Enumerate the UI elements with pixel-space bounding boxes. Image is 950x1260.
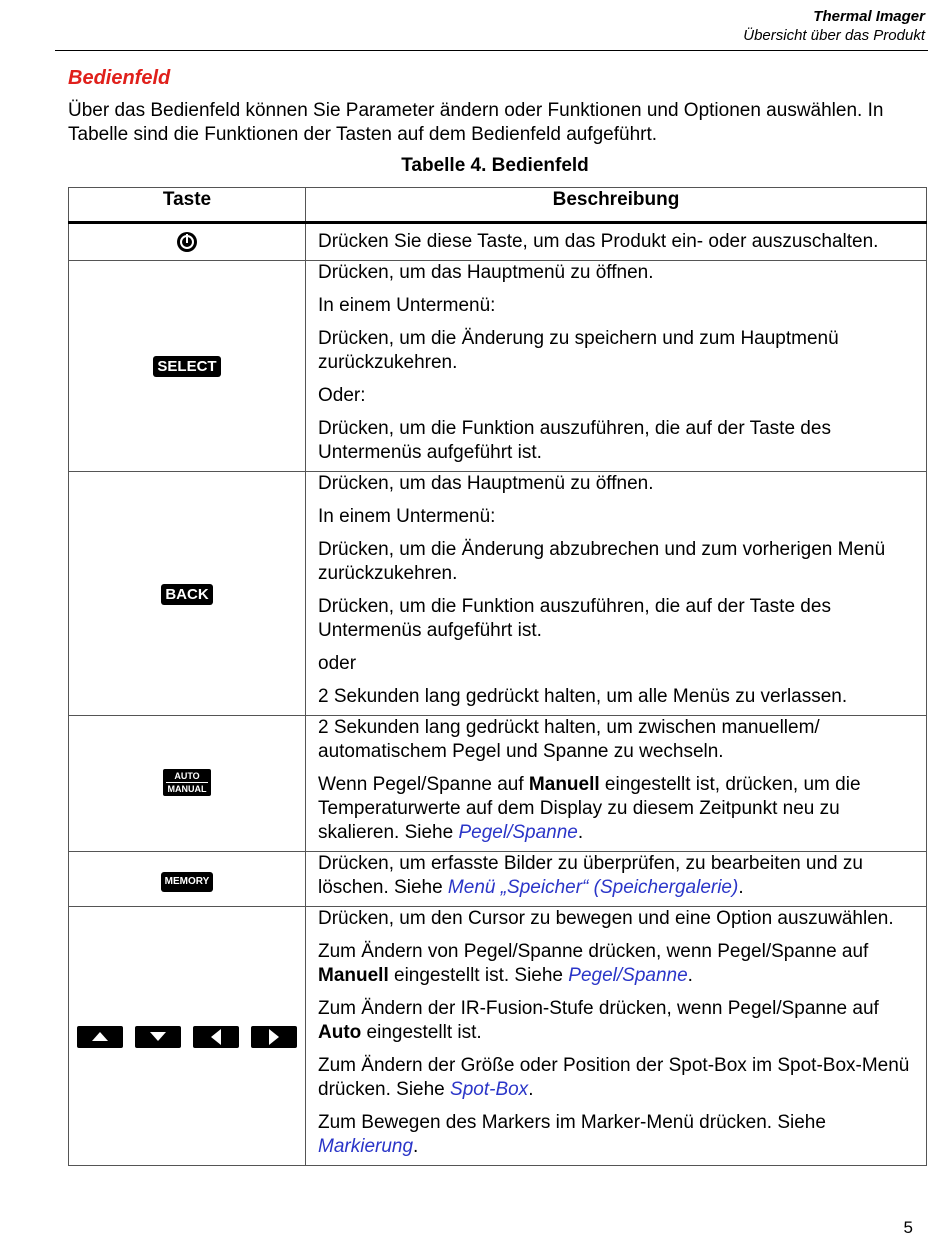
arrow-down-icon bbox=[135, 1026, 181, 1048]
table-row bbox=[69, 261, 927, 472]
description-text: Drücken, um erfasste Bilder zu überprüfen, zu bearbeiten und zu löschen. Siehe Menü „Speicher“ (Speichergalerie). bbox=[318, 853, 863, 898]
auto-key-label: AUTO bbox=[166, 771, 208, 783]
arrow-right-icon bbox=[251, 1026, 297, 1048]
description-text: Zum Bewegen des Markers im Marker-Menü drücken. Siehe Markierung. bbox=[318, 1112, 826, 1157]
memory-key-label: MEMORY bbox=[161, 872, 214, 892]
description-text: Drücken, um die Funktion auszuführen, die auf der Taste des Untermenüs aufgeführt ist. bbox=[318, 418, 831, 463]
auto-manual-key bbox=[163, 769, 211, 796]
description-text: 2 Sekunden lang gedrückt halten, um zwischen manuellem/ automatischem Pegel und Spanne zu wechseln. bbox=[318, 717, 820, 762]
select-key-label: SELECT bbox=[153, 356, 220, 377]
description-cell bbox=[306, 907, 927, 1166]
description-cell bbox=[306, 472, 927, 716]
description-text: Drücken, um das Hauptmenü zu öffnen. bbox=[318, 473, 654, 494]
key-cell bbox=[69, 223, 306, 261]
link-memory-menu[interactable]: Menü „Speicher“ (Speichergalerie) bbox=[447, 877, 739, 898]
page-number: 5 bbox=[903, 1218, 913, 1237]
table-row bbox=[69, 716, 927, 852]
description-text: Zum Ändern der Größe oder Position der Spot-Box im Spot-Box-Menü drücken. Siehe Spot-Box. bbox=[318, 1055, 910, 1100]
manual-key-label: MANUAL bbox=[167, 783, 207, 794]
description-text: Drücken, um die Änderung abzubrechen und zum vorherigen Menü zurückzukehren. bbox=[318, 539, 886, 584]
description-text: Drücken, um die Änderung zu speichern und zum Hauptmenü zurückzukehren. bbox=[318, 328, 839, 373]
key-cell bbox=[69, 716, 306, 852]
key-cell bbox=[69, 261, 306, 472]
description-text: Oder: bbox=[318, 385, 366, 406]
column-header-description: Beschreibung bbox=[306, 188, 927, 223]
link-spot-box[interactable]: Spot-Box bbox=[450, 1079, 529, 1100]
description-text: 2 Sekunden lang gedrückt halten, um alle Menüs zu verlassen. bbox=[318, 686, 848, 707]
description-cell bbox=[306, 716, 927, 852]
description-text: Drücken, um die Funktion auszuführen, die auf der Taste des Untermenüs aufgeführt ist. bbox=[318, 596, 831, 641]
description-text: Zum Ändern der IR-Fusion-Stufe drücken, wenn Pegel/Spanne auf Auto eingestellt ist. bbox=[318, 998, 879, 1043]
key-cell bbox=[69, 907, 306, 1166]
arrow-up-icon bbox=[77, 1026, 123, 1048]
link-markierung[interactable]: Markierung bbox=[318, 1136, 414, 1157]
control-panel-table bbox=[68, 187, 927, 1166]
back-key-label: BACK bbox=[161, 584, 212, 605]
link-pegel-spanne[interactable]: Pegel/Spanne bbox=[568, 965, 688, 986]
arrow-left-icon bbox=[193, 1026, 239, 1048]
running-header bbox=[743, 7, 925, 45]
arrow-keys bbox=[77, 1026, 297, 1048]
column-header-key: Taste bbox=[69, 188, 306, 223]
description-cell bbox=[306, 223, 927, 261]
key-cell bbox=[69, 852, 306, 907]
description-text: In einem Untermenü: bbox=[318, 506, 496, 527]
section-title: Bedienfeld bbox=[68, 67, 171, 89]
table-row bbox=[69, 907, 927, 1166]
table-row bbox=[69, 472, 927, 716]
intro-paragraph: Über das Bedienfeld können Sie Parameter ändern oder Funktionen und Optionen auswählen. In Tabelle sind die Funktionen der Tasten auf dem Bedienfeld aufgeführt. bbox=[68, 100, 884, 145]
description-cell bbox=[306, 852, 927, 907]
description-text: Drücken, um den Cursor zu bewegen und eine Option auszuwählen. bbox=[318, 908, 894, 929]
description-text: Wenn Pegel/Spanne auf Manuell eingestellt ist, drücken, um die Temperaturwerte auf dem Display zu diesem Zeitpunkt neu zu skalieren. Siehe Pegel/Spanne. bbox=[318, 774, 861, 843]
header-title: Thermal Imager bbox=[813, 8, 925, 25]
power-icon bbox=[176, 231, 198, 253]
description-text: In einem Untermenü: bbox=[318, 295, 496, 316]
description-text: Drücken, um das Hauptmenü zu öffnen. bbox=[318, 262, 654, 283]
table-row bbox=[69, 852, 927, 907]
key-cell bbox=[69, 472, 306, 716]
description-text: Zum Ändern von Pegel/Spanne drücken, wenn Pegel/Spanne auf Manuell eingestellt ist. Siehe Pegel/Spanne. bbox=[318, 941, 869, 986]
table-header-row bbox=[69, 188, 927, 223]
link-pegel-spanne[interactable]: Pegel/Spanne bbox=[458, 822, 578, 843]
description-text: oder bbox=[318, 653, 357, 674]
description-text: Drücken Sie diese Taste, um das Produkt ein- oder auszuschalten. bbox=[318, 231, 879, 252]
description-cell bbox=[306, 261, 927, 472]
header-rule bbox=[55, 50, 928, 51]
header-subtitle: Übersicht über das Produkt bbox=[743, 27, 925, 44]
table-caption: Tabelle 4. Bedienfeld bbox=[401, 155, 589, 176]
table-row bbox=[69, 223, 927, 261]
